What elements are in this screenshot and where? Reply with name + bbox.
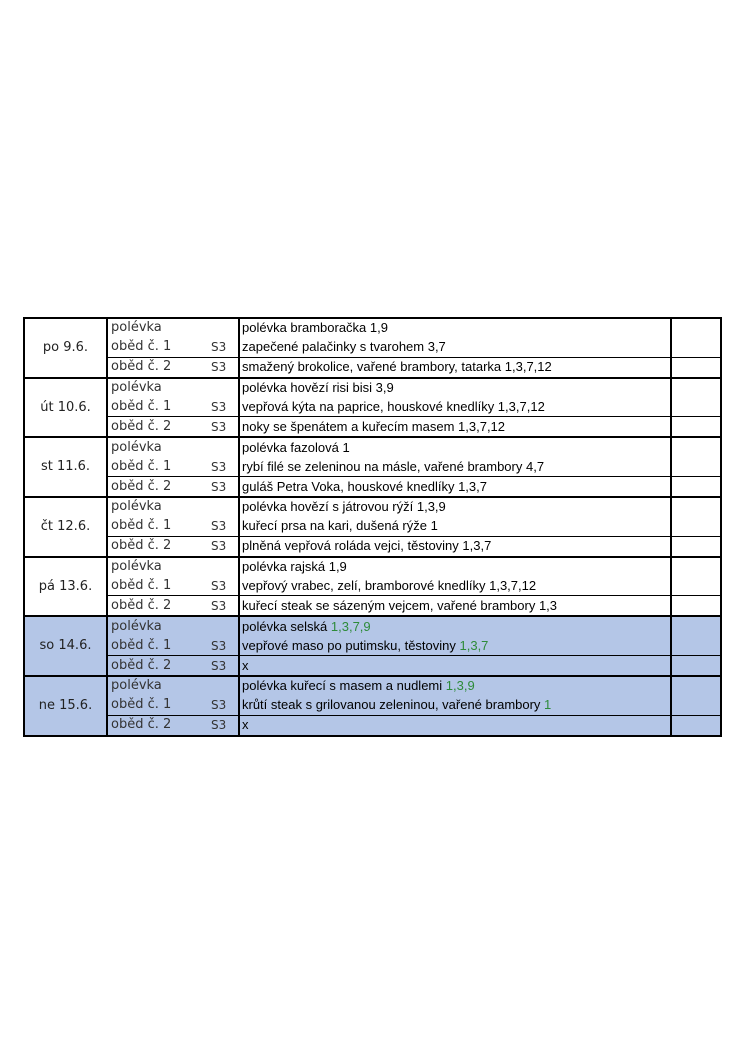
lunch-menu-table	[23, 317, 722, 737]
dish-description	[239, 656, 671, 676]
empty-cell	[671, 656, 721, 676]
meal-code	[211, 616, 239, 636]
empty-cell	[671, 457, 721, 476]
dish-description	[239, 577, 671, 596]
menu-row	[24, 417, 721, 437]
dish-text: smažený brokolice, vařené brambory, tatarka 1,3,7,12	[242, 359, 552, 375]
menu-row	[24, 616, 721, 636]
dish-text: vepřové maso po putimsku, těstoviny	[242, 637, 460, 653]
menu-row	[24, 338, 721, 357]
meal-label: polévka	[107, 676, 211, 696]
menu-row	[24, 656, 721, 676]
day-label: st 11.6.	[24, 437, 107, 497]
meal-label: oběd č. 2	[107, 357, 211, 377]
day-label: čt 12.6.	[24, 497, 107, 557]
dish-text: x	[242, 657, 249, 673]
dish-text: guláš Petra Voka, houskové knedlíky 1,3,7	[242, 478, 487, 494]
meal-label: polévka	[107, 318, 211, 338]
dish-description	[239, 616, 671, 636]
meal-code	[211, 437, 239, 457]
dish-description	[239, 557, 671, 577]
meal-label: oběd č. 1	[107, 338, 211, 357]
dish-description	[239, 318, 671, 338]
dish-description	[239, 676, 671, 696]
dish-text: polévka hovězí risi bisi 3,9	[242, 380, 394, 396]
meal-label: polévka	[107, 378, 211, 398]
dish-description	[239, 338, 671, 357]
dish-text: rybí filé se zeleninou na másle, vařené brambory 4,7	[242, 458, 545, 474]
empty-cell	[671, 676, 721, 696]
menu-row	[24, 437, 721, 457]
meal-code: S3	[211, 596, 239, 616]
meal-label: oběd č. 1	[107, 577, 211, 596]
dish-text: plněná vepřová roláda vejci, těstoviny 1,3,7	[242, 538, 492, 554]
meal-label: polévka	[107, 437, 211, 457]
meal-label: oběd č. 1	[107, 636, 211, 655]
dish-text: vepřový vrabec, zelí, bramborové knedlíky 1,3,7,12	[242, 578, 537, 594]
dish-text: kuřecí prsa na kari, dušená rýže 1	[242, 518, 438, 534]
day-label: ne 15.6.	[24, 676, 107, 736]
meal-label: oběd č. 1	[107, 696, 211, 715]
allergen-codes: 1,3,9	[445, 678, 475, 694]
dish-text: polévka bramboračka 1,9	[242, 320, 388, 336]
meal-code: S3	[211, 340, 227, 355]
dish-text: polévka selská	[242, 618, 331, 634]
empty-cell	[671, 557, 721, 577]
meal-code	[211, 378, 239, 398]
dish-text: polévka kuřecí s masem a nudlemi	[242, 678, 446, 694]
meal-code	[211, 497, 239, 517]
menu-row	[24, 536, 721, 556]
empty-cell	[671, 696, 721, 715]
meal-label: oběd č. 1	[107, 517, 211, 536]
dish-text: polévka fazolová 1	[242, 439, 350, 455]
meal-code: S3	[211, 715, 239, 735]
meal-label: oběd č. 1	[107, 398, 211, 417]
meal-code	[211, 676, 239, 696]
dish-description	[239, 417, 671, 437]
day-label: po 9.6.	[24, 318, 107, 378]
menu-row	[24, 497, 721, 517]
empty-cell	[671, 477, 721, 497]
empty-cell	[671, 417, 721, 437]
menu-row	[24, 457, 721, 476]
meal-label: oběd č. 2	[107, 417, 211, 437]
dish-text: kuřecí steak se sázeným vejcem, vařené brambory 1,3	[242, 597, 558, 613]
allergen-codes: 1,3,7,9	[330, 618, 371, 634]
dish-description	[239, 696, 671, 715]
menu-row	[24, 318, 721, 338]
dish-description	[239, 497, 671, 517]
empty-cell	[671, 596, 721, 616]
dish-text: x	[242, 717, 249, 733]
dish-description	[239, 398, 671, 417]
meal-label: oběd č. 2	[107, 715, 211, 735]
meal-label: oběd č. 2	[107, 536, 211, 556]
menu-row	[24, 477, 721, 497]
menu-row	[24, 696, 721, 715]
meal-label: polévka	[107, 497, 211, 517]
meal-code	[211, 318, 239, 338]
meal-label: polévka	[107, 557, 211, 577]
dish-description	[239, 517, 671, 536]
menu-row	[24, 636, 721, 655]
empty-cell	[671, 378, 721, 398]
dish-text: polévka rajská 1,9	[242, 559, 347, 575]
meal-label: oběd č. 2	[107, 596, 211, 616]
meal-code: S3	[211, 636, 239, 655]
empty-cell	[671, 715, 721, 735]
empty-cell	[671, 636, 721, 655]
meal-code: S3	[211, 696, 239, 715]
meal-code: S3	[211, 459, 227, 474]
meal-code: S3	[211, 400, 227, 414]
dish-description	[239, 457, 671, 476]
menu-row	[24, 596, 721, 616]
empty-cell	[671, 437, 721, 457]
day-label: so 14.6.	[24, 616, 107, 676]
meal-code: S3	[211, 357, 239, 377]
dish-description	[239, 715, 671, 735]
dish-description	[239, 378, 671, 398]
dish-text: vepřová kýta na paprice, houskové knedlíky 1,3,7,12	[242, 399, 545, 414]
dish-description	[239, 536, 671, 556]
empty-cell	[671, 577, 721, 596]
menu-row	[24, 517, 721, 536]
dish-text: krůtí steak s grilovanou zeleninou, vařené brambory	[242, 697, 545, 713]
meal-code	[211, 557, 239, 577]
menu-row	[24, 577, 721, 596]
dish-description	[239, 596, 671, 616]
empty-cell	[671, 536, 721, 556]
meal-code: S3	[211, 579, 227, 594]
menu-row	[24, 676, 721, 696]
empty-cell	[671, 357, 721, 377]
meal-label: oběd č. 1	[107, 457, 211, 476]
meal-code: S3	[211, 477, 239, 497]
meal-label: oběd č. 2	[107, 477, 211, 497]
empty-cell	[671, 338, 721, 357]
dish-description	[239, 636, 671, 655]
meal-code: S3	[211, 656, 239, 676]
dish-text: polévka hovězí s játrovou rýží 1,3,9	[242, 499, 446, 515]
dish-text: noky se špenátem a kuřecím masem 1,3,7,12	[242, 418, 506, 434]
empty-cell	[671, 616, 721, 636]
allergen-codes: 1,3,7	[459, 637, 489, 653]
dish-description	[239, 437, 671, 457]
allergen-codes: 1	[544, 697, 552, 713]
dish-text: zapečené palačinky s tvarohem 3,7	[242, 339, 446, 355]
menu-row	[24, 398, 721, 417]
dish-description	[239, 477, 671, 497]
meal-code: S3	[211, 417, 239, 437]
empty-cell	[671, 517, 721, 536]
day-label: pá 13.6.	[24, 557, 107, 617]
meal-label: polévka	[107, 616, 211, 636]
empty-cell	[671, 398, 721, 417]
dish-description	[239, 357, 671, 377]
meal-label: oběd č. 2	[107, 656, 211, 676]
meal-code: S3	[211, 536, 239, 556]
empty-cell	[671, 497, 721, 517]
menu-row	[24, 715, 721, 735]
menu-row	[24, 357, 721, 377]
menu-row	[24, 378, 721, 398]
meal-code: S3	[211, 519, 227, 534]
menu-row	[24, 557, 721, 577]
day-label: út 10.6.	[24, 378, 107, 438]
empty-cell	[671, 318, 721, 338]
